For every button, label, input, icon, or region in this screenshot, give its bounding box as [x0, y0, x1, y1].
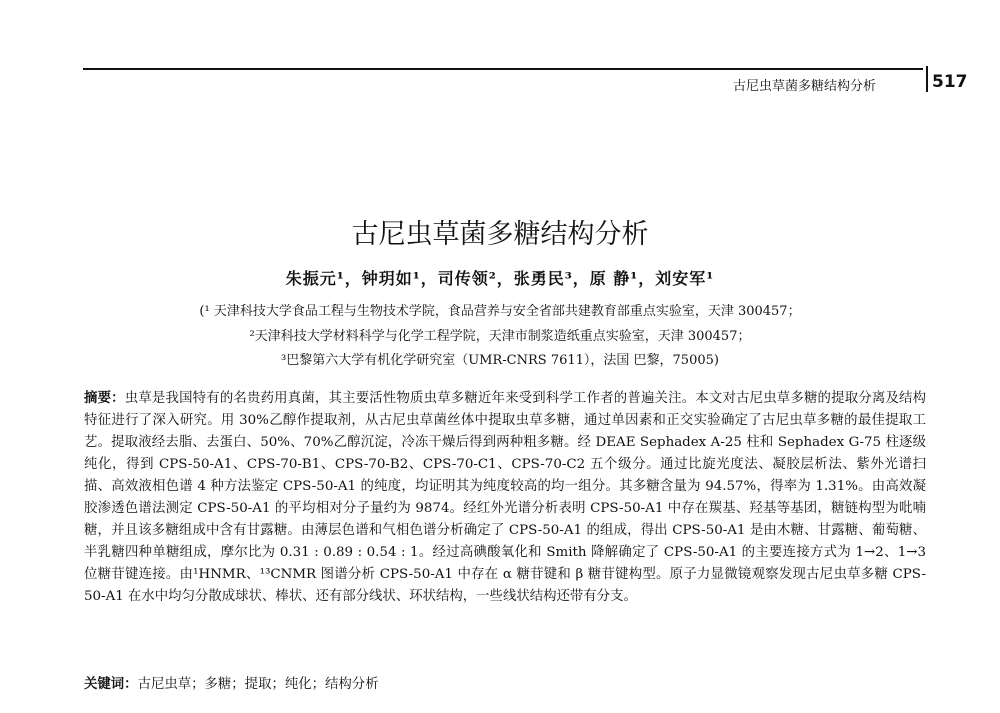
page-number: 517: [932, 72, 968, 92]
author-list: 朱振元¹，钟玥如¹，司传领²，张勇民³，原 静¹，刘安军¹: [285, 269, 715, 288]
paper-title: 古尼虫草菌多糖结构分析: [351, 219, 649, 250]
affiliation-1: (¹ 天津科技大学食品工程与生物技术学院，食品营养与安全省部共建教育部重点实验室，天津 300457；: [199, 304, 801, 319]
affiliation-2: ²天津科技大学材料科学与化学工程学院，天津市制浆造纸重点实验室，天津 300457；: [249, 329, 751, 344]
keywords-text: 古尼虫草；多糖；提取；纯化；结构分析: [137, 677, 379, 692]
running-title: 古尼虫草菌多糖结构分析: [733, 79, 877, 94]
keywords-label: 关键词：: [84, 676, 138, 692]
abstract-label: 摘要：: [84, 390, 125, 406]
header-rule: [83, 68, 923, 70]
header-divider: [926, 66, 928, 92]
keywords: [84, 673, 379, 692]
abstract: [84, 387, 926, 608]
abstract-text: 虫草是我国特有的名贵药用真菌，其主要活性物质虫草多糖近年来受到科学工作者的普遍关注。本文对古尼虫草多糖的提取分离及结构特征进行了深入研究。用 30%乙醇作提取剂，从古尼虫草菌丝体中提取虫草多糖，通过单因素和正交实验确定了古尼虫草多糖的最佳提取工艺。提取液经去脂、去蛋白、50%、70%乙醇沉淀，冷冻干燥后得到两种粗多糖。经 DEAE Sephadex A-25 柱和 Sephadex G-75 柱逐级纯化，得到 CPS-50-A1、CPS-70-B1、CPS-70-B2、CPS-70-C1、CPS-70-C2 五个级分。通过比旋光度法、凝胶层析法、紫外光谱扫描、高效液相色谱 4 种方法鉴定 CPS-50-A1 的纯度，均证明其为纯度较高的均一组分。其多糖含量为 94.57%，得率为 1.31%。由高效凝胶渗透色谱法测定 CPS-50-A1 的平均相对分子量约为 9874。经红外光谱分析表明 CPS-50-A1 中存在羰基、羟基等基团，糖链构型为吡喃糖，并且该多糖组成中含有甘露糖。由薄层色谱和气相色谱分析确定了 CPS-50-A1 的组成，得出 CPS-50-A1 是由木糖、甘露糖、葡萄糖、半乳糖四种单糖组成，摩尔比为 0.31 : 0.89 : 0.54 : 1。经过高碘酸氧化和 Smith 降解确定了 CPS-50-A1 的主要连接方式为 1→2、1→3 位糖苷键连接。由¹HNMR、¹³CNMR 图谱分析 CPS-50-A1 中存在 α 糖苷键和 β 糖苷键构型。原子力显微镜观察发现古尼虫草多糖 CPS-50-A1 在水中均匀分散成球状、棒状、还有部分线状、环状结构，一些线状结构还带有分支。: [84, 391, 927, 604]
affiliation-3: ³巴黎第六大学有机化学研究室（UMR-CNRS 7611），法国 巴黎，75005): [281, 353, 719, 368]
